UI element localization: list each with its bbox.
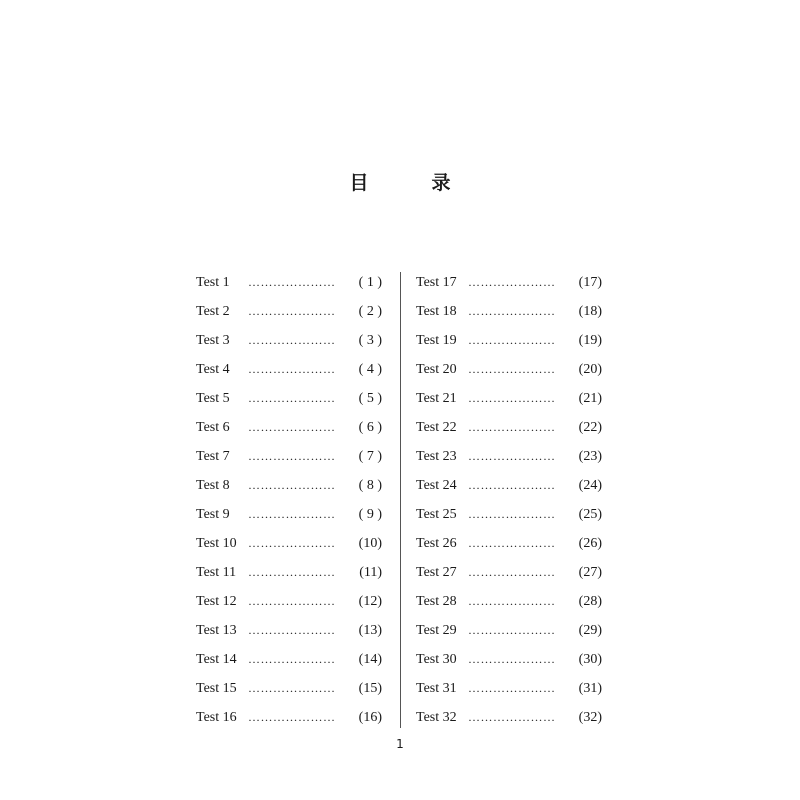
toc-entry-label: Test 32 xyxy=(416,710,457,725)
toc-leader-dots: ………………… xyxy=(248,304,336,318)
toc-entry[interactable] xyxy=(196,326,396,355)
toc-entry-page: (13) xyxy=(358,623,382,638)
toc-leader-dots: ………………… xyxy=(468,623,556,637)
toc-entry-label: Test 26 xyxy=(416,536,457,551)
toc-entry[interactable] xyxy=(196,645,396,674)
toc-leader-dots: ………………… xyxy=(248,594,336,608)
toc-entry-label: Test 7 xyxy=(196,449,230,464)
toc-entry[interactable] xyxy=(416,326,616,355)
toc-entry-page: (24) xyxy=(578,478,602,493)
toc-entry-label: Test 23 xyxy=(416,449,457,464)
toc-entry[interactable] xyxy=(416,645,616,674)
toc-entry-page: ( 3 ) xyxy=(358,333,382,348)
toc-entry-label: Test 27 xyxy=(416,565,457,580)
toc-column-left xyxy=(196,268,396,732)
page-number: 1 xyxy=(396,737,404,751)
toc-leader-dots: ………………… xyxy=(468,681,556,695)
toc-entry[interactable] xyxy=(196,500,396,529)
toc-entry-page: (18) xyxy=(578,304,602,319)
toc-entry-label: Test 1 xyxy=(196,275,230,290)
toc-entry-label: Test 24 xyxy=(416,478,457,493)
toc-entry-page: ( 6 ) xyxy=(358,420,382,435)
toc-entry-label: Test 21 xyxy=(416,391,457,406)
column-divider xyxy=(400,272,401,728)
toc-leader-dots: ………………… xyxy=(468,710,556,724)
toc-entry[interactable] xyxy=(196,413,396,442)
toc-entry[interactable] xyxy=(196,703,396,732)
toc-leader-dots: ………………… xyxy=(468,652,556,666)
toc-entry-page: (17) xyxy=(578,275,602,290)
toc-entry[interactable] xyxy=(416,384,616,413)
toc-entry-label: Test 14 xyxy=(196,652,237,667)
toc-entry-label: Test 12 xyxy=(196,594,237,609)
toc-entry[interactable] xyxy=(196,471,396,500)
toc-entry-label: Test 8 xyxy=(196,478,230,493)
toc-leader-dots: ………………… xyxy=(468,275,556,289)
toc-leader-dots: ………………… xyxy=(248,362,336,376)
toc-entry-page: (10) xyxy=(358,536,382,551)
toc-entry-label: Test 20 xyxy=(416,362,457,377)
page-title: 目 录 xyxy=(349,172,473,194)
toc-entry-label: Test 30 xyxy=(416,652,457,667)
toc-entry-page: (12) xyxy=(358,594,382,609)
toc-entry-page: ( 1 ) xyxy=(358,275,382,290)
toc-entry[interactable] xyxy=(416,268,616,297)
toc-entry-label: Test 13 xyxy=(196,623,237,638)
toc-entry-label: Test 19 xyxy=(416,333,457,348)
toc-entry-label: Test 28 xyxy=(416,594,457,609)
toc-leader-dots: ………………… xyxy=(468,536,556,550)
toc-entry-page: (32) xyxy=(578,710,602,725)
toc-entry-page: (31) xyxy=(578,681,602,696)
toc-entry-label: Test 4 xyxy=(196,362,230,377)
toc-leader-dots: ………………… xyxy=(248,275,336,289)
toc-column-right xyxy=(416,268,616,732)
toc-entry[interactable] xyxy=(416,442,616,471)
toc-entry-label: Test 15 xyxy=(196,681,237,696)
toc-leader-dots: ………………… xyxy=(468,507,556,521)
toc-leader-dots: ………………… xyxy=(468,304,556,318)
toc-entry-page: (21) xyxy=(578,391,602,406)
toc-leader-dots: ………………… xyxy=(468,333,556,347)
table-of-contents xyxy=(196,268,616,732)
toc-entry-label: Test 16 xyxy=(196,710,237,725)
toc-entry[interactable] xyxy=(196,297,396,326)
toc-entry-label: Test 2 xyxy=(196,304,230,319)
toc-entry[interactable] xyxy=(416,674,616,703)
toc-leader-dots: ………………… xyxy=(248,333,336,347)
toc-leader-dots: ………………… xyxy=(248,681,336,695)
toc-entry-page: (22) xyxy=(578,420,602,435)
toc-entry-page: ( 9 ) xyxy=(358,507,382,522)
toc-entry-page: (26) xyxy=(578,536,602,551)
toc-entry-label: Test 6 xyxy=(196,420,230,435)
toc-entry-page: (28) xyxy=(578,594,602,609)
toc-entry-page: ( 5 ) xyxy=(358,391,382,406)
toc-entry-page: ( 7 ) xyxy=(358,449,382,464)
toc-entry-page: (30) xyxy=(578,652,602,667)
toc-leader-dots: ………………… xyxy=(248,710,336,724)
toc-leader-dots: ………………… xyxy=(248,420,336,434)
toc-leader-dots: ………………… xyxy=(468,449,556,463)
toc-entry-page: (11) xyxy=(359,565,382,580)
toc-entry[interactable] xyxy=(416,587,616,616)
toc-entry-label: Test 17 xyxy=(416,275,457,290)
toc-entry[interactable] xyxy=(416,616,616,645)
toc-entry-label: Test 31 xyxy=(416,681,457,696)
toc-entry-page: (25) xyxy=(578,507,602,522)
toc-entry-label: Test 29 xyxy=(416,623,457,638)
toc-entry[interactable] xyxy=(416,500,616,529)
toc-leader-dots: ………………… xyxy=(248,507,336,521)
toc-entry-page: ( 4 ) xyxy=(358,362,382,377)
toc-leader-dots: ………………… xyxy=(468,391,556,405)
toc-leader-dots: ………………… xyxy=(248,652,336,666)
toc-entry-label: Test 10 xyxy=(196,536,237,551)
toc-leader-dots: ………………… xyxy=(468,565,556,579)
toc-entry-page: (27) xyxy=(578,565,602,580)
toc-entry-page: ( 2 ) xyxy=(358,304,382,319)
toc-leader-dots: ………………… xyxy=(248,391,336,405)
toc-leader-dots: ………………… xyxy=(248,565,336,579)
toc-entry[interactable] xyxy=(416,471,616,500)
toc-entry-page: (29) xyxy=(578,623,602,638)
toc-entry-label: Test 5 xyxy=(196,391,230,406)
toc-entry-page: ( 8 ) xyxy=(358,478,382,493)
toc-entry-page: (19) xyxy=(578,333,602,348)
toc-entry[interactable] xyxy=(196,442,396,471)
toc-entry[interactable] xyxy=(416,703,616,732)
toc-entry[interactable] xyxy=(416,529,616,558)
toc-leader-dots: ………………… xyxy=(248,623,336,637)
toc-entry-page: (14) xyxy=(358,652,382,667)
toc-entry[interactable] xyxy=(196,616,396,645)
toc-entry[interactable] xyxy=(416,297,616,326)
toc-entry[interactable] xyxy=(196,384,396,413)
toc-leader-dots: ………………… xyxy=(468,362,556,376)
toc-entry-label: Test 25 xyxy=(416,507,457,522)
toc-entry-page: (20) xyxy=(578,362,602,377)
toc-entry[interactable] xyxy=(416,558,616,587)
toc-entry[interactable] xyxy=(196,587,396,616)
toc-entry-page: (23) xyxy=(578,449,602,464)
toc-entry[interactable] xyxy=(196,355,396,384)
toc-entry[interactable] xyxy=(196,558,396,587)
toc-entry-page: (15) xyxy=(358,681,382,696)
toc-leader-dots: ………………… xyxy=(248,449,336,463)
toc-entry[interactable] xyxy=(196,268,396,297)
toc-entry[interactable] xyxy=(416,413,616,442)
toc-leader-dots: ………………… xyxy=(248,536,336,550)
toc-entry-label: Test 22 xyxy=(416,420,457,435)
toc-leader-dots: ………………… xyxy=(468,420,556,434)
toc-leader-dots: ………………… xyxy=(468,478,556,492)
toc-entry-label: Test 3 xyxy=(196,333,230,348)
toc-entry-page: (16) xyxy=(358,710,382,725)
toc-entry[interactable] xyxy=(196,674,396,703)
toc-leader-dots: ………………… xyxy=(468,594,556,608)
toc-entry-label: Test 9 xyxy=(196,507,230,522)
toc-entry-label: Test 11 xyxy=(196,565,237,580)
toc-entry-label: Test 18 xyxy=(416,304,457,319)
toc-entry[interactable] xyxy=(416,355,616,384)
toc-leader-dots: ………………… xyxy=(248,478,336,492)
toc-entry[interactable] xyxy=(196,529,396,558)
